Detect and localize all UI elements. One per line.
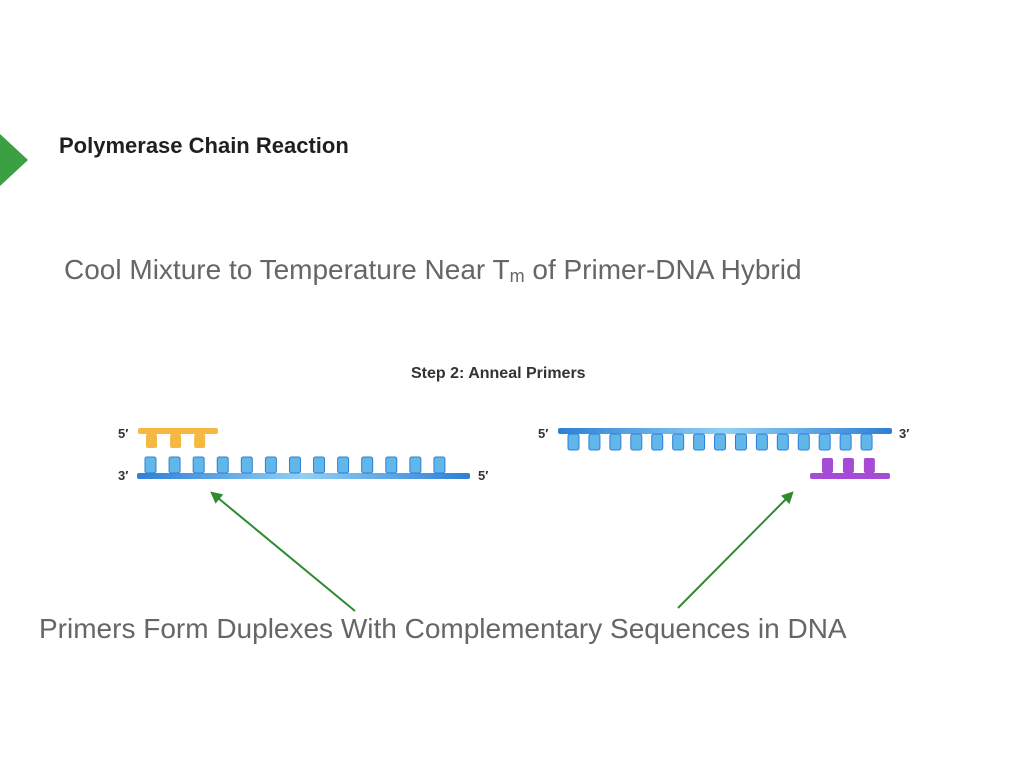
left-template-base bbox=[434, 457, 445, 473]
right-template-base bbox=[861, 434, 872, 450]
left-duplex bbox=[137, 428, 470, 479]
left-template-base bbox=[362, 457, 373, 473]
right-template-base bbox=[673, 434, 684, 450]
left-primer-backbone bbox=[138, 428, 218, 434]
right-template-base bbox=[777, 434, 788, 450]
left-top-5prime-label: 5′ bbox=[118, 426, 129, 441]
right-template-base bbox=[715, 434, 726, 450]
right-template-backbone bbox=[558, 428, 892, 434]
left-primer-base bbox=[194, 434, 205, 448]
right-primer-backbone bbox=[810, 473, 890, 479]
right-template-base bbox=[798, 434, 809, 450]
left-template-base bbox=[289, 457, 300, 473]
right-3prime-label: 3′ bbox=[899, 426, 910, 441]
left-template-base bbox=[217, 457, 228, 473]
right-primer-base bbox=[843, 458, 854, 473]
right-template-base bbox=[840, 434, 851, 450]
right-template-base bbox=[652, 434, 663, 450]
right-template-base bbox=[735, 434, 746, 450]
right-template-base bbox=[631, 434, 642, 450]
right-primer-base bbox=[822, 458, 833, 473]
left-template-base bbox=[193, 457, 204, 473]
left-template-base bbox=[241, 457, 252, 473]
right-arrow bbox=[678, 493, 792, 608]
caption: Primers Form Duplexes With Complementary Sequences in DNA bbox=[39, 613, 847, 644]
right-primer-base bbox=[864, 458, 875, 473]
left-bottom-3prime-label: 3′ bbox=[118, 468, 129, 483]
right-template-base bbox=[589, 434, 600, 450]
left-template-base bbox=[314, 457, 325, 473]
right-template-base bbox=[610, 434, 621, 450]
right-template-base bbox=[568, 434, 579, 450]
left-template-base bbox=[169, 457, 180, 473]
right-template-base bbox=[819, 434, 830, 450]
left-bottom-5prime-label: 5′ bbox=[478, 468, 489, 483]
left-template-base bbox=[338, 457, 349, 473]
left-arrow bbox=[212, 493, 355, 611]
right-template-base bbox=[694, 434, 705, 450]
left-primer-base bbox=[170, 434, 181, 448]
right-template-base bbox=[756, 434, 767, 450]
step-label: Step 2: Anneal Primers bbox=[411, 365, 586, 382]
left-template-backbone bbox=[137, 473, 470, 479]
left-primer-base bbox=[146, 434, 157, 448]
left-template-base bbox=[265, 457, 276, 473]
left-template-base bbox=[410, 457, 421, 473]
slide-title: Polymerase Chain Reaction bbox=[59, 133, 349, 158]
left-template-base bbox=[386, 457, 397, 473]
right-5prime-label: 5′ bbox=[538, 426, 549, 441]
heading-main: Cool Mixture to Temperature Near T bbox=[64, 254, 510, 285]
heading-rest: of Primer-DNA Hybrid bbox=[524, 254, 802, 285]
left-template-base bbox=[145, 457, 156, 473]
heading-subscript: m bbox=[509, 266, 525, 286]
right-duplex bbox=[558, 428, 892, 479]
